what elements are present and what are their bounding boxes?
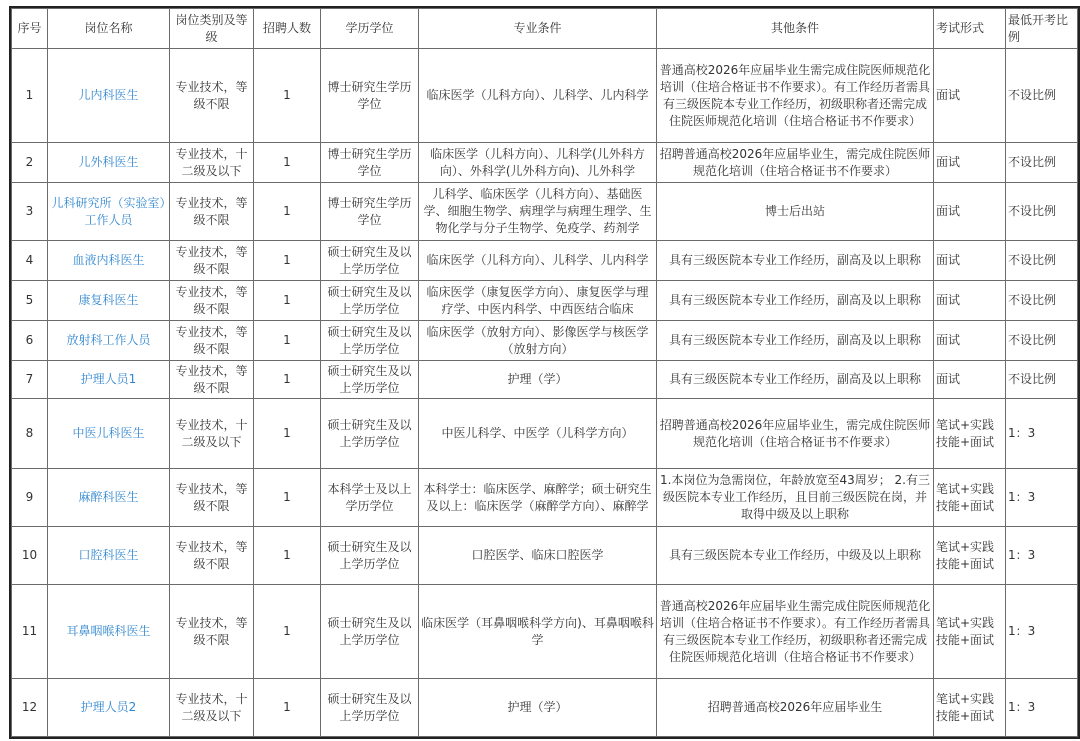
cell-exam: 笔试+实践技能+面试 <box>934 679 1006 737</box>
cell-exam: 面试 <box>934 321 1006 361</box>
table-row <box>12 679 1078 737</box>
cell-ratio: 1：3 <box>1006 679 1078 737</box>
cell-count: 1 <box>254 399 321 469</box>
cell-other: 博士后出站 <box>657 183 934 241</box>
cell-degree: 硕士研究生及以上学历学位 <box>321 527 419 585</box>
cell-ratio: 不设比例 <box>1006 49 1078 143</box>
cell-exam: 面试 <box>934 143 1006 183</box>
post-name-link[interactable]: 护理人员1 <box>48 361 170 399</box>
cell-major: 本科学士：临床医学、麻醉学；硕士研究生及以上：临床医学（麻醉学方向）、麻醉学 <box>419 469 657 527</box>
cell-exam: 笔试+实践技能+面试 <box>934 469 1006 527</box>
table-row <box>12 399 1078 469</box>
cell-ratio: 1：3 <box>1006 399 1078 469</box>
cell-exam: 笔试+实践技能+面试 <box>934 585 1006 679</box>
header-degree: 学历学位 <box>321 9 419 49</box>
cell-degree: 硕士研究生及以上学历学位 <box>321 679 419 737</box>
table-row <box>12 241 1078 281</box>
cell-ratio: 1：3 <box>1006 469 1078 527</box>
post-name-link[interactable]: 中医儿科医生 <box>48 399 170 469</box>
cell-seq: 3 <box>12 183 48 241</box>
header-other: 其他条件 <box>657 9 934 49</box>
cell-count: 1 <box>254 143 321 183</box>
cell-major: 临床医学（儿科方向）、儿科学、儿内科学 <box>419 241 657 281</box>
cell-other: 具有三级医院本专业工作经历，中级及以上职称 <box>657 527 934 585</box>
post-name-link[interactable]: 放射科工作人员 <box>48 321 170 361</box>
cell-exam: 笔试+实践技能+面试 <box>934 399 1006 469</box>
cell-major: 中医儿科学、中医学（儿科学方向） <box>419 399 657 469</box>
cell-degree: 博士研究生学历学位 <box>321 49 419 143</box>
cell-category: 专业技术，等级不限 <box>170 321 254 361</box>
cell-exam: 面试 <box>934 183 1006 241</box>
cell-exam: 面试 <box>934 361 1006 399</box>
cell-count: 1 <box>254 469 321 527</box>
cell-seq: 7 <box>12 361 48 399</box>
cell-category: 专业技术，等级不限 <box>170 469 254 527</box>
cell-count: 1 <box>254 527 321 585</box>
cell-degree: 硕士研究生及以上学历学位 <box>321 321 419 361</box>
cell-major: 临床医学（耳鼻咽喉科学方向)、耳鼻咽喉科学 <box>419 585 657 679</box>
table-row <box>12 143 1078 183</box>
cell-other: 具有三级医院本专业工作经历，副高及以上职称 <box>657 361 934 399</box>
cell-major: 护理（学） <box>419 361 657 399</box>
cell-category: 专业技术，十二级及以下 <box>170 399 254 469</box>
cell-category: 专业技术，等级不限 <box>170 241 254 281</box>
cell-ratio: 不设比例 <box>1006 281 1078 321</box>
cell-ratio: 不设比例 <box>1006 361 1078 399</box>
cell-degree: 本科学士及以上学历学位 <box>321 469 419 527</box>
cell-other: 具有三级医院本专业工作经历，副高及以上职称 <box>657 281 934 321</box>
cell-other: 普通高校2026年应届毕业生需完成住院医师规范化培训（住培合格证书不作要求）。有工作经历者需具有三级医院本专业工作经历，初级职称者还需完成住院医师规范化培训（住培合格证书不作要求） <box>657 585 934 679</box>
header-post-name: 岗位名称 <box>48 9 170 49</box>
cell-degree: 硕士研究生及以上学历学位 <box>321 281 419 321</box>
table-row <box>12 321 1078 361</box>
cell-degree: 硕士研究生及以上学历学位 <box>321 585 419 679</box>
post-name-link[interactable]: 麻醉科医生 <box>48 469 170 527</box>
post-name-link[interactable]: 儿外科医生 <box>48 143 170 183</box>
cell-count: 1 <box>254 241 321 281</box>
cell-degree: 硕士研究生及以上学历学位 <box>321 241 419 281</box>
table-row <box>12 281 1078 321</box>
cell-major: 儿科学、临床医学（儿科方向）、基础医学、细胞生物学、病理学与病理生理学、生物化学与分子生物学、免疫学、药剂学 <box>419 183 657 241</box>
cell-category: 专业技术，十二级及以下 <box>170 143 254 183</box>
cell-seq: 8 <box>12 399 48 469</box>
cell-category: 专业技术，等级不限 <box>170 527 254 585</box>
cell-count: 1 <box>254 183 321 241</box>
cell-category: 专业技术，等级不限 <box>170 585 254 679</box>
cell-count: 1 <box>254 585 321 679</box>
table-row <box>12 49 1078 143</box>
post-name-link[interactable]: 儿内科医生 <box>48 49 170 143</box>
header-category: 岗位类别及等级 <box>170 9 254 49</box>
cell-seq: 6 <box>12 321 48 361</box>
cell-count: 1 <box>254 361 321 399</box>
cell-other: 招聘普通高校2026年应届毕业生，需完成住院医师规范化培训（住培合格证书不作要求） <box>657 399 934 469</box>
post-name-link[interactable]: 口腔科医生 <box>48 527 170 585</box>
recruitment-table-frame <box>9 6 1080 739</box>
cell-degree: 硕士研究生及以上学历学位 <box>321 399 419 469</box>
header-seq: 序号 <box>12 9 48 49</box>
cell-degree: 博士研究生学历学位 <box>321 143 419 183</box>
cell-ratio: 1：3 <box>1006 527 1078 585</box>
cell-count: 1 <box>254 49 321 143</box>
cell-exam: 面试 <box>934 281 1006 321</box>
table-row <box>12 469 1078 527</box>
cell-category: 专业技术，等级不限 <box>170 49 254 143</box>
cell-seq: 9 <box>12 469 48 527</box>
cell-other: 具有三级医院本专业工作经历，副高及以上职称 <box>657 321 934 361</box>
post-name-link[interactable]: 血液内科医生 <box>48 241 170 281</box>
cell-ratio: 1：3 <box>1006 585 1078 679</box>
cell-seq: 4 <box>12 241 48 281</box>
cell-other: 1.本岗位为急需岗位，年龄放宽至43周岁； 2.有三级医院本专业工作经历，且目前三级医院在岗，并取得中级及以上职称 <box>657 469 934 527</box>
cell-ratio: 不设比例 <box>1006 143 1078 183</box>
cell-ratio: 不设比例 <box>1006 241 1078 281</box>
cell-seq: 1 <box>12 49 48 143</box>
table-row <box>12 361 1078 399</box>
cell-major: 临床医学（儿科方向）、儿科学(儿外科方向）、外科学(儿外科方向)、儿外科学 <box>419 143 657 183</box>
cell-seq: 5 <box>12 281 48 321</box>
header-ratio: 最低开考比例 <box>1006 9 1078 49</box>
cell-major: 临床医学（放射方向）、影像医学与核医学（放射方向） <box>419 321 657 361</box>
cell-category: 专业技术，等级不限 <box>170 361 254 399</box>
cell-major: 护理（学） <box>419 679 657 737</box>
cell-seq: 11 <box>12 585 48 679</box>
cell-other: 招聘普通高校2026年应届毕业生 <box>657 679 934 737</box>
cell-count: 1 <box>254 321 321 361</box>
cell-major: 临床医学（康复医学方向）、康复医学与理疗学、中医内科学、中西医结合临床 <box>419 281 657 321</box>
cell-exam: 面试 <box>934 49 1006 143</box>
cell-seq: 10 <box>12 527 48 585</box>
cell-other: 具有三级医院本专业工作经历，副高及以上职称 <box>657 241 934 281</box>
cell-major: 口腔医学、临床口腔医学 <box>419 527 657 585</box>
cell-ratio: 不设比例 <box>1006 183 1078 241</box>
cell-degree: 硕士研究生及以上学历学位 <box>321 361 419 399</box>
table-row <box>12 527 1078 585</box>
table-row <box>12 183 1078 241</box>
header-exam: 考试形式 <box>934 9 1006 49</box>
header-count: 招聘人数 <box>254 9 321 49</box>
cell-degree: 博士研究生学历学位 <box>321 183 419 241</box>
table-row <box>12 585 1078 679</box>
cell-category: 专业技术，等级不限 <box>170 183 254 241</box>
post-name-link[interactable]: 儿科研究所（实验室）工作人员 <box>48 183 170 241</box>
cell-major: 临床医学（儿科方向）、儿科学、儿内科学 <box>419 49 657 143</box>
cell-other: 招聘普通高校2026年应届毕业生，需完成住院医师规范化培训（住培合格证书不作要求） <box>657 143 934 183</box>
cell-exam: 面试 <box>934 241 1006 281</box>
cell-seq: 12 <box>12 679 48 737</box>
cell-other: 普通高校2026年应届毕业生需完成住院医师规范化培训（住培合格证书不作要求）。有工作经历者需具有三级医院本专业工作经历，初级职称者还需完成住院医师规范化培训（住培合格证书不作要求） <box>657 49 934 143</box>
cell-seq: 2 <box>12 143 48 183</box>
cell-category: 专业技术，等级不限 <box>170 281 254 321</box>
cell-category: 专业技术，十二级及以下 <box>170 679 254 737</box>
recruitment-table <box>11 8 1078 737</box>
header-row <box>12 9 1078 49</box>
cell-count: 1 <box>254 281 321 321</box>
cell-ratio: 不设比例 <box>1006 321 1078 361</box>
cell-count: 1 <box>254 679 321 737</box>
header-major: 专业条件 <box>419 9 657 49</box>
post-name-link[interactable]: 康复科医生 <box>48 281 170 321</box>
post-name-link[interactable]: 护理人员2 <box>48 679 170 737</box>
cell-exam: 笔试+实践技能+面试 <box>934 527 1006 585</box>
post-name-link[interactable]: 耳鼻咽喉科医生 <box>48 585 170 679</box>
